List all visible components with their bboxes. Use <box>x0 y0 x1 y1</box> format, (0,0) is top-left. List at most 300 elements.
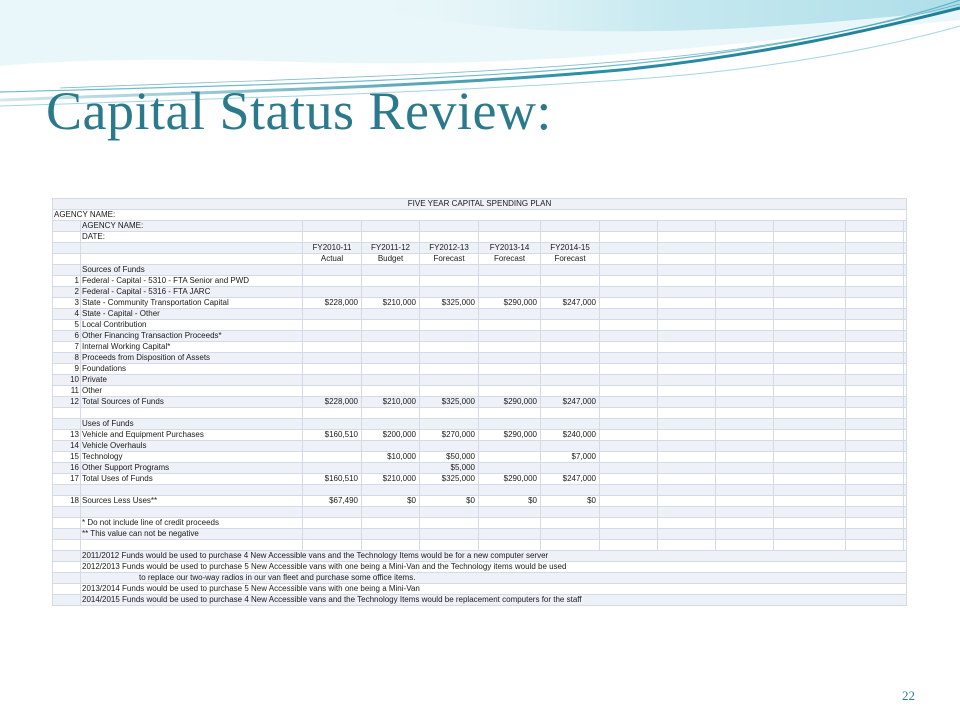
table-cell <box>904 463 907 474</box>
table-cell <box>716 309 774 320</box>
table-cell <box>658 463 716 474</box>
line-number: 7 <box>53 342 81 353</box>
amount-cell: $0 <box>479 496 541 507</box>
table-cell <box>846 265 904 276</box>
table-cell <box>846 529 904 540</box>
amount-cell <box>541 353 600 364</box>
line-number: 17 <box>53 474 81 485</box>
line-number: 3 <box>53 298 81 309</box>
table-cell <box>716 507 774 518</box>
line-label: Other Support Programs <box>81 463 303 474</box>
footnote-row <box>53 529 907 540</box>
table-cell <box>81 254 303 265</box>
table-cell <box>774 397 846 408</box>
table-cell <box>420 507 479 518</box>
table-cell <box>846 518 904 529</box>
amount-cell <box>541 287 600 298</box>
table-cell <box>774 474 846 485</box>
table-cell <box>774 529 846 540</box>
table-cell <box>658 364 716 375</box>
table-cell <box>600 452 658 463</box>
table-cell <box>658 320 716 331</box>
type-header: Actual <box>303 254 362 265</box>
table-cell <box>362 540 420 551</box>
table-cell <box>600 408 658 419</box>
amount-cell <box>479 320 541 331</box>
amount-cell <box>479 331 541 342</box>
table-cell <box>600 441 658 452</box>
note-row <box>53 573 907 584</box>
amount-cell <box>362 342 420 353</box>
amount-cell <box>303 331 362 342</box>
source-row <box>53 298 907 309</box>
table-cell <box>658 298 716 309</box>
amount-cell <box>303 364 362 375</box>
table-cell <box>904 353 907 364</box>
table-cell <box>53 551 81 562</box>
capital-spending-plan-table <box>52 198 907 606</box>
table-cell <box>600 529 658 540</box>
table-cell <box>600 364 658 375</box>
amount-cell <box>541 331 600 342</box>
table-cell <box>420 408 479 419</box>
table-cell <box>600 430 658 441</box>
amount-cell <box>362 331 420 342</box>
table-cell <box>846 232 904 243</box>
amount-cell: $290,000 <box>479 397 541 408</box>
table-cell <box>362 507 420 518</box>
table-cell <box>420 518 479 529</box>
table-cell <box>658 518 716 529</box>
amount-cell: $160,510 <box>303 430 362 441</box>
table-cell <box>904 452 907 463</box>
table-cell <box>479 232 541 243</box>
amount-cell <box>303 463 362 474</box>
table-cell <box>904 331 907 342</box>
table-cell <box>774 232 846 243</box>
table-cell <box>904 243 907 254</box>
source-row <box>53 320 907 331</box>
amount-cell <box>479 375 541 386</box>
type-header: Forecast <box>541 254 600 265</box>
amount-cell: $325,000 <box>420 397 479 408</box>
amount-cell <box>541 463 600 474</box>
table-cell <box>774 419 846 430</box>
table-cell <box>600 496 658 507</box>
table-cell <box>362 419 420 430</box>
table-cell <box>479 485 541 496</box>
table-cell <box>541 540 600 551</box>
table-cell <box>846 342 904 353</box>
table-cell <box>303 419 362 430</box>
table-cell <box>846 540 904 551</box>
table-cell <box>420 485 479 496</box>
table-cell <box>716 496 774 507</box>
table-cell <box>53 419 81 430</box>
table-cell <box>53 221 81 232</box>
amount-cell <box>362 375 420 386</box>
table-cell <box>658 474 716 485</box>
blank-row <box>53 507 907 518</box>
line-number: 5 <box>53 320 81 331</box>
line-label: Sources Less Uses** <box>81 496 303 507</box>
table-cell <box>846 463 904 474</box>
table-cell <box>904 430 907 441</box>
amount-cell: $240,000 <box>541 430 600 441</box>
table-cell <box>846 474 904 485</box>
blank-row <box>53 540 907 551</box>
amount-cell <box>420 309 479 320</box>
table-cell <box>53 573 81 584</box>
table-cell <box>600 474 658 485</box>
table-cell <box>846 364 904 375</box>
table-cell <box>904 474 907 485</box>
table-cell <box>904 364 907 375</box>
amount-cell <box>541 375 600 386</box>
line-label: Internal Working Capital* <box>81 342 303 353</box>
table-cell <box>541 221 600 232</box>
year-header-row <box>53 243 907 254</box>
amount-cell <box>362 463 420 474</box>
amount-cell: $247,000 <box>541 298 600 309</box>
table-cell <box>904 320 907 331</box>
uses-heading-row <box>53 419 907 430</box>
amount-cell <box>479 287 541 298</box>
table-cell <box>904 287 907 298</box>
table-cell <box>600 243 658 254</box>
year-header: FY2014-15 <box>541 243 600 254</box>
table-cell <box>303 485 362 496</box>
table-cell <box>716 452 774 463</box>
table-cell <box>774 331 846 342</box>
table-cell <box>774 320 846 331</box>
table-cell <box>658 353 716 364</box>
table-cell <box>658 254 716 265</box>
amount-cell <box>420 276 479 287</box>
plan-note: to replace our two-way radios in our van fleet and purchase some office items. <box>81 573 907 584</box>
table-cell <box>81 243 303 254</box>
amount-cell: $228,000 <box>303 298 362 309</box>
line-number: 6 <box>53 331 81 342</box>
source-row <box>53 287 907 298</box>
table-cell <box>53 562 81 573</box>
table-cell <box>600 276 658 287</box>
table-cell <box>716 320 774 331</box>
line-label: Federal - Capital - 5316 - FTA JARC <box>81 287 303 298</box>
table-cell <box>658 430 716 441</box>
table-cell <box>53 254 81 265</box>
line-number: 2 <box>53 287 81 298</box>
table-cell <box>303 540 362 551</box>
table-cell <box>774 287 846 298</box>
table-cell <box>53 595 81 606</box>
line-label: Other Financing Transaction Proceeds* <box>81 331 303 342</box>
line-label: Vehicle Overhauls <box>81 441 303 452</box>
sources-heading: Sources of Funds <box>81 265 303 276</box>
table-cell <box>362 221 420 232</box>
table-cell <box>53 265 81 276</box>
blank-row <box>53 408 907 419</box>
table-cell <box>479 265 541 276</box>
plan-note: 2011/2012 Funds would be used to purchase 4 New Accessible vans and the Technology Items would be for a new computer server <box>81 551 907 562</box>
table-cell <box>716 276 774 287</box>
table-cell <box>479 518 541 529</box>
use-row <box>53 463 907 474</box>
amount-cell <box>479 364 541 375</box>
table-cell <box>600 540 658 551</box>
table-cell <box>846 419 904 430</box>
amount-cell <box>362 320 420 331</box>
table-cell <box>658 419 716 430</box>
type-header: Forecast <box>420 254 479 265</box>
table-cell <box>600 485 658 496</box>
table-cell <box>53 243 81 254</box>
table-cell <box>716 419 774 430</box>
amount-cell: $7,000 <box>541 452 600 463</box>
amount-cell: $290,000 <box>479 474 541 485</box>
table-cell <box>904 397 907 408</box>
amount-cell: $247,000 <box>541 397 600 408</box>
amount-cell: $210,000 <box>362 298 420 309</box>
amount-cell: $50,000 <box>420 452 479 463</box>
table-cell <box>774 430 846 441</box>
table-cell <box>904 298 907 309</box>
line-label: Vehicle and Equipment Purchases <box>81 430 303 441</box>
amount-cell <box>362 386 420 397</box>
table-cell <box>600 287 658 298</box>
table-cell <box>716 463 774 474</box>
table-cell <box>658 507 716 518</box>
agency-name-label: AGENCY NAME: <box>81 221 303 232</box>
table-cell <box>303 529 362 540</box>
table-cell <box>774 408 846 419</box>
amount-cell <box>420 441 479 452</box>
table-cell <box>658 232 716 243</box>
table-cell <box>846 386 904 397</box>
table-cell <box>716 221 774 232</box>
line-number: 4 <box>53 309 81 320</box>
table-cell <box>774 386 846 397</box>
table-cell <box>658 265 716 276</box>
footnote: * Do not include line of credit proceeds <box>81 518 303 529</box>
table-cell <box>541 485 600 496</box>
table-cell <box>600 397 658 408</box>
amount-cell: $325,000 <box>420 298 479 309</box>
amount-cell: $10,000 <box>362 452 420 463</box>
table-cell <box>774 298 846 309</box>
table-cell <box>904 232 907 243</box>
amount-cell <box>420 320 479 331</box>
slide-title: Capital Status Review: <box>46 81 552 141</box>
amount-cell <box>303 276 362 287</box>
table-cell <box>846 320 904 331</box>
table-cell <box>303 232 362 243</box>
table-cell <box>904 386 907 397</box>
amount-cell <box>362 309 420 320</box>
amount-cell <box>362 276 420 287</box>
table-cell <box>774 452 846 463</box>
table-cell <box>774 276 846 287</box>
table-cell <box>600 419 658 430</box>
table-cell <box>53 518 81 529</box>
table-cell <box>716 287 774 298</box>
table-cell <box>774 309 846 320</box>
source-row <box>53 375 907 386</box>
agency-row <box>53 221 907 232</box>
table-cell <box>774 540 846 551</box>
note-row <box>53 562 907 573</box>
table-cell <box>904 496 907 507</box>
table-cell <box>716 441 774 452</box>
amount-cell <box>479 353 541 364</box>
table-cell <box>716 529 774 540</box>
table-cell <box>658 408 716 419</box>
table-cell <box>362 265 420 276</box>
table-cell <box>716 298 774 309</box>
table-cell <box>658 243 716 254</box>
table-cell <box>479 419 541 430</box>
use-row <box>53 441 907 452</box>
table-cell <box>846 507 904 518</box>
amount-cell <box>541 309 600 320</box>
table-cell <box>600 463 658 474</box>
table-cell <box>600 254 658 265</box>
amount-cell: $228,000 <box>303 397 362 408</box>
table-cell <box>774 342 846 353</box>
amount-cell <box>303 342 362 353</box>
line-number: 15 <box>53 452 81 463</box>
table-cell <box>846 452 904 463</box>
table-cell <box>774 441 846 452</box>
table-cell <box>362 518 420 529</box>
table-cell <box>904 342 907 353</box>
plan-title-row <box>53 199 907 210</box>
amount-cell: $67,490 <box>303 496 362 507</box>
amount-cell <box>303 287 362 298</box>
line-label: Total Uses of Funds <box>81 474 303 485</box>
table-cell <box>846 221 904 232</box>
amount-cell <box>541 320 600 331</box>
table-cell <box>53 529 81 540</box>
use-row <box>53 452 907 463</box>
table-cell <box>658 397 716 408</box>
table-cell <box>716 485 774 496</box>
note-row <box>53 595 907 606</box>
line-number: 11 <box>53 386 81 397</box>
table-cell <box>846 353 904 364</box>
table-cell <box>774 265 846 276</box>
table-cell <box>541 232 600 243</box>
net-row <box>53 496 907 507</box>
amount-cell <box>479 276 541 287</box>
table-cell <box>600 353 658 364</box>
line-label: Federal - Capital - 5310 - FTA Senior and PWD <box>81 276 303 287</box>
page-number: 22 <box>902 688 915 703</box>
type-header: Budget <box>362 254 420 265</box>
table-cell <box>904 518 907 529</box>
table-cell <box>81 485 303 496</box>
table-cell <box>904 254 907 265</box>
amount-cell: $200,000 <box>362 430 420 441</box>
table-cell <box>658 287 716 298</box>
table-cell <box>303 265 362 276</box>
table-cell <box>716 474 774 485</box>
note-row <box>53 584 907 595</box>
table-cell <box>904 408 907 419</box>
line-number: 18 <box>53 496 81 507</box>
table-cell <box>658 276 716 287</box>
line-label: Total Sources of Funds <box>81 397 303 408</box>
table-cell <box>716 265 774 276</box>
table-cell <box>303 408 362 419</box>
amount-cell: $210,000 <box>362 397 420 408</box>
blank-row <box>53 485 907 496</box>
source-row <box>53 309 907 320</box>
line-number: 12 <box>53 397 81 408</box>
table-cell <box>904 529 907 540</box>
amount-cell <box>479 309 541 320</box>
table-cell <box>420 419 479 430</box>
table-cell <box>479 529 541 540</box>
table-cell <box>716 518 774 529</box>
table-cell <box>774 221 846 232</box>
amount-cell: $160,510 <box>303 474 362 485</box>
table-cell <box>541 265 600 276</box>
line-number: 13 <box>53 430 81 441</box>
amount-cell <box>541 441 600 452</box>
line-label: State - Capital - Other <box>81 309 303 320</box>
table-cell <box>658 375 716 386</box>
table-cell <box>479 221 541 232</box>
table-cell <box>600 518 658 529</box>
table-cell <box>774 463 846 474</box>
table-cell <box>904 221 907 232</box>
table-cell <box>846 276 904 287</box>
table-cell <box>658 496 716 507</box>
source-row <box>53 342 907 353</box>
type-header: Forecast <box>479 254 541 265</box>
table-cell <box>600 375 658 386</box>
table-cell <box>774 485 846 496</box>
amount-cell <box>541 342 600 353</box>
amount-cell: $290,000 <box>479 298 541 309</box>
table-cell <box>904 265 907 276</box>
line-number: 9 <box>53 364 81 375</box>
amount-cell <box>479 386 541 397</box>
line-label: Local Contribution <box>81 320 303 331</box>
plan-title: FIVE YEAR CAPITAL SPENDING PLAN <box>53 199 907 210</box>
amount-cell: $270,000 <box>420 430 479 441</box>
amount-cell: $0 <box>362 496 420 507</box>
table-cell <box>53 584 81 595</box>
table-cell <box>846 496 904 507</box>
table-cell <box>716 364 774 375</box>
table-cell <box>904 276 907 287</box>
amount-cell: $290,000 <box>479 430 541 441</box>
table-cell <box>846 375 904 386</box>
line-label: Foundations <box>81 364 303 375</box>
table-cell <box>600 298 658 309</box>
table-cell <box>904 419 907 430</box>
table-cell <box>904 540 907 551</box>
amount-cell <box>303 375 362 386</box>
line-label: Technology <box>81 452 303 463</box>
table-cell <box>904 441 907 452</box>
table-cell <box>716 254 774 265</box>
table-cell <box>774 243 846 254</box>
amount-cell <box>420 353 479 364</box>
table-cell <box>600 265 658 276</box>
